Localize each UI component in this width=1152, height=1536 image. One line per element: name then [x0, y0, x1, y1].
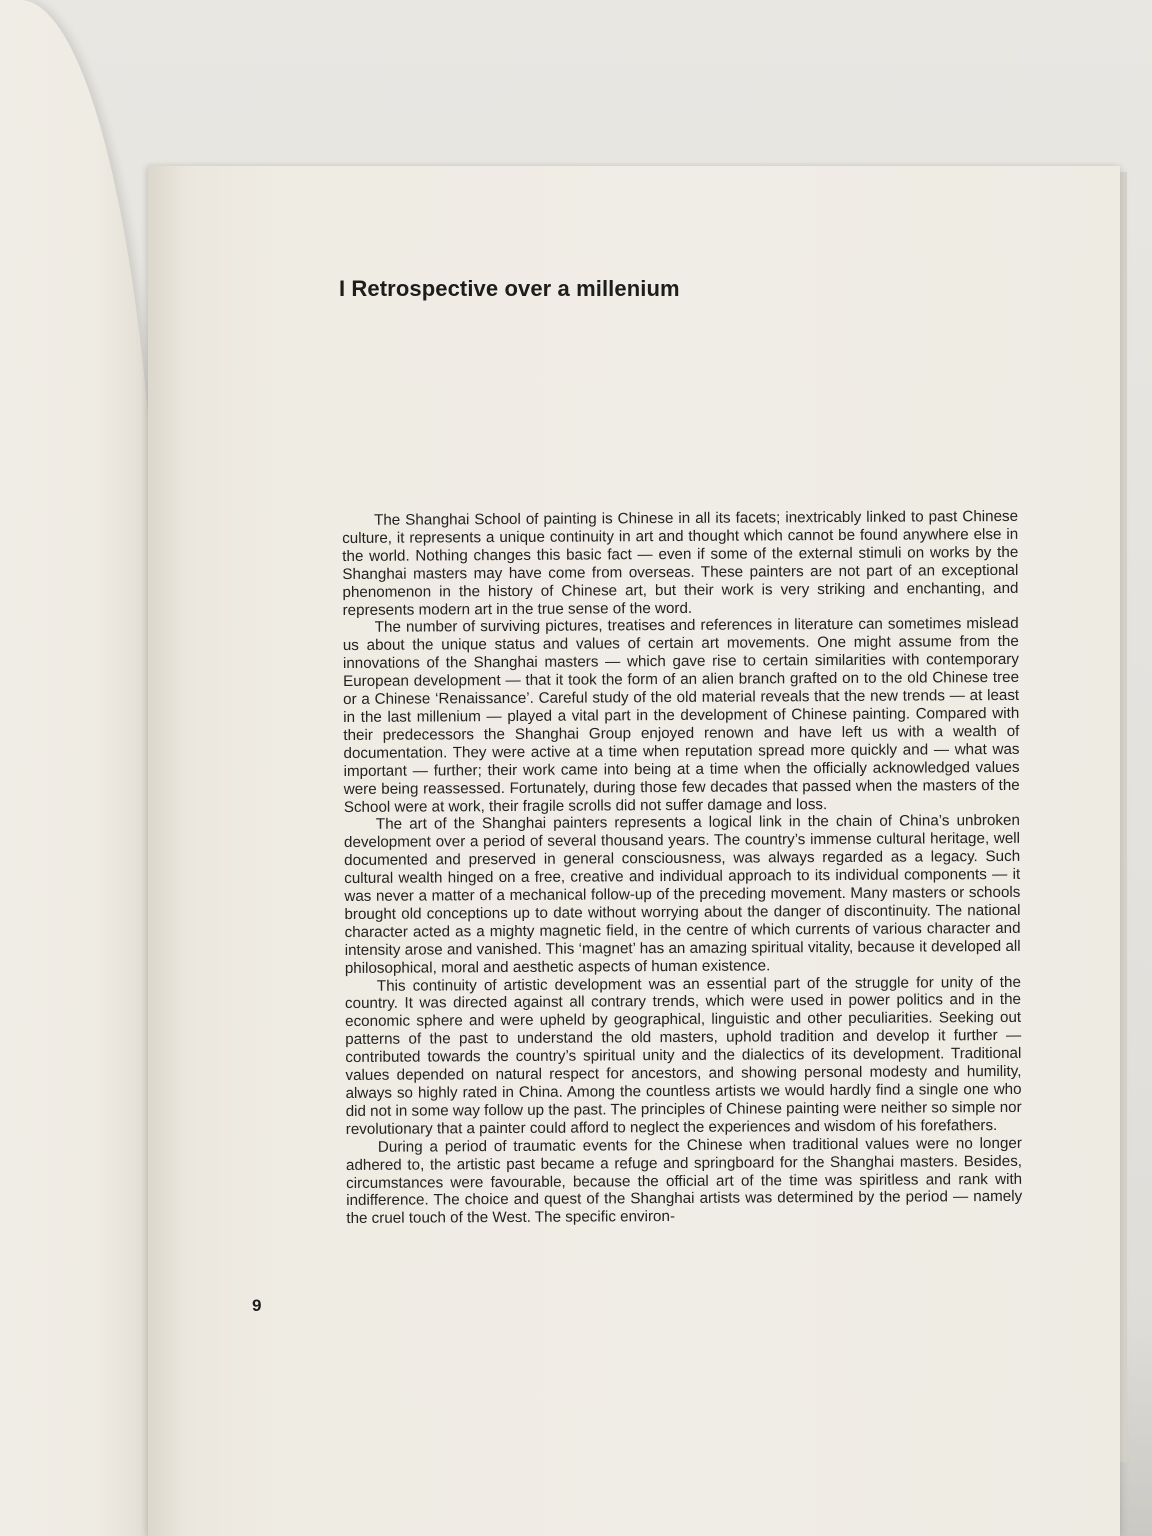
paragraph-1: The Shanghai School of painting is Chinese in all its facets; inextricably linked to past Chinese culture, it represents a unique continuity in art and thought which cannot be found anywhere else in the world. Nothing changes this basic fact — even if some of the external stimuli on works by the Shanghai masters may have come from overseas. These painters are not part of an exceptional phenomenon in the history of Chinese art, but their work is very striking and enchanting, and represents modern art in the true sense of the word. — [342, 507, 1019, 619]
left-page-curl — [0, 0, 160, 1536]
paragraph-5: During a period of traumatic events for the Chinese when traditional values were no longer adhered to, the artistic past became a refuge and springboard for the Shanghai masters. Besides, circumstances were favourable, because the official art of the time was spiritless and rank with indifference. The choice and quest of the Shanghai artists was determined by the period — namely the cruel touch of the West. The specific environ- — [345, 1134, 1023, 1228]
paragraph-3: The art of the Shanghai painters represents a logical link in the chain of China’s unbroken development over a period of several thousand years. The country’s immense cultural heritage, well documented and preserved in general consciousness, was always regarded as a legacy. Such cultural wealth hinged on a free, creative and individual approach to its individual components — it was never a matter of a mechanical follow-up of the preceding movement. Many masters or schools brought old conceptions up to date without worrying about the danger of discontinuity. The national character acted as a mighty magnetic field, in the centre of which currents of various character and intensity arose and vanished. This ‘magnet’ has an amazing spiritual vitality, because it developed all philosophical, moral and aesthetic aspects of human existence. — [343, 812, 1021, 977]
paragraph-2: The number of surviving pictures, treatises and references in literature can sometimes mislead us about the unique status and values of certain art movements. One might assume from the innovations of the Shanghai masters — which gave rise to certain similarities with contemporary European development — that it took the form of an alien branch grafted on to the old Chinese tree or a Chinese ‘Renaissance’. Careful study of the old material reveals that the new trends — at least in the last millenium — played a vital part in the development of Chinese painting. Compared with their predecessors the Shanghai Group enjoyed renown and have left us with a wealth of documentation. They were active at a time when reputation spread more quickly and — what was important — further; their work came into being at a time when the officially acknowledged values were being reassessed. Fortunately, during those few decades that passed when the masters of the School were at work, their fragile scrolls did not suffer damage and loss. — [342, 615, 1020, 816]
book-page — [148, 166, 1120, 1536]
paragraph-4: This continuity of artistic development was an essential part of the struggle for unity of the country. It was directed against all contrary trends, which were used in power politics and in the economic sphere and were upheld by geographical, linguistic and other peculiarities. Seeking out patterns of the past to understand the old masters, uphold tradition and develop it further — contributed towards the country’s spiritual unity and the dialectics of its development. Traditional values depended on natural respect for ancestors, and showing personal modesty and humility, always so highly rated in China. Among the countless artists we would hardly find a single one who did not in some way follow up the past. The principles of Chinese painting were neither so simple nor revolutionary that a painter could afford to neglect the experiences and wisdom of his forefathers. — [344, 973, 1022, 1138]
chapter-heading: I Retrospective over a millenium — [339, 276, 680, 301]
body-text — [342, 508, 1022, 1228]
page-number: 9 — [252, 1296, 262, 1315]
